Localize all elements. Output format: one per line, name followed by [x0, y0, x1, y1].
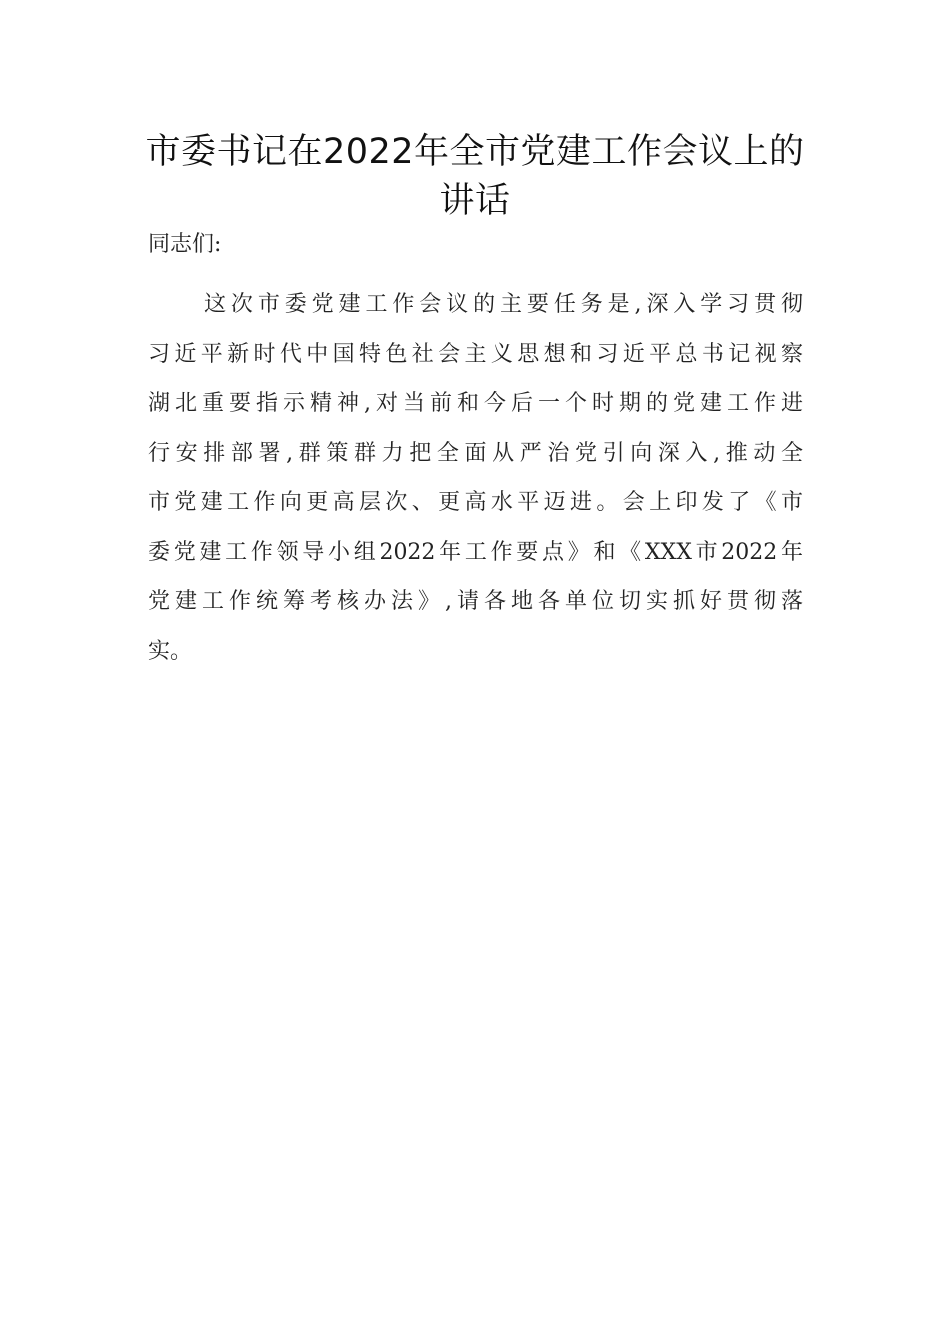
paragraph-line: 市党建工作向更高层次、更高水平迈进。会上印发了《市 [148, 490, 803, 515]
paragraph-line: 实。 [148, 638, 193, 664]
paragraph-line: 行安排部署,群策群力把全面从严治党引向深入,推动全 [148, 440, 803, 466]
body-paragraph [148, 280, 803, 676]
salutation: 同志们: [148, 232, 222, 257]
paragraph-line: 习近平新时代中国特色社会主义思想和习近平总书记视察 [148, 341, 803, 367]
paragraph-line: 委党建工作领导小组2022年工作要点》和《XXX市2022年 [148, 539, 803, 565]
document-title [100, 128, 850, 226]
paragraph-line: 党建工作统筹考核办法》,请各地各单位切实抓好贯彻落 [148, 589, 803, 614]
paragraph-line: 这次市委党建工作会议的主要任务是,深入学习贯彻 [204, 292, 803, 317]
title-line-2: 讲话 [439, 181, 511, 221]
title-line-1: 市委书记在2022年全市党建工作会议上的 [145, 132, 805, 172]
paragraph-line: 湖北重要指示精神,对当前和今后一个时期的党建工作进 [148, 391, 803, 416]
